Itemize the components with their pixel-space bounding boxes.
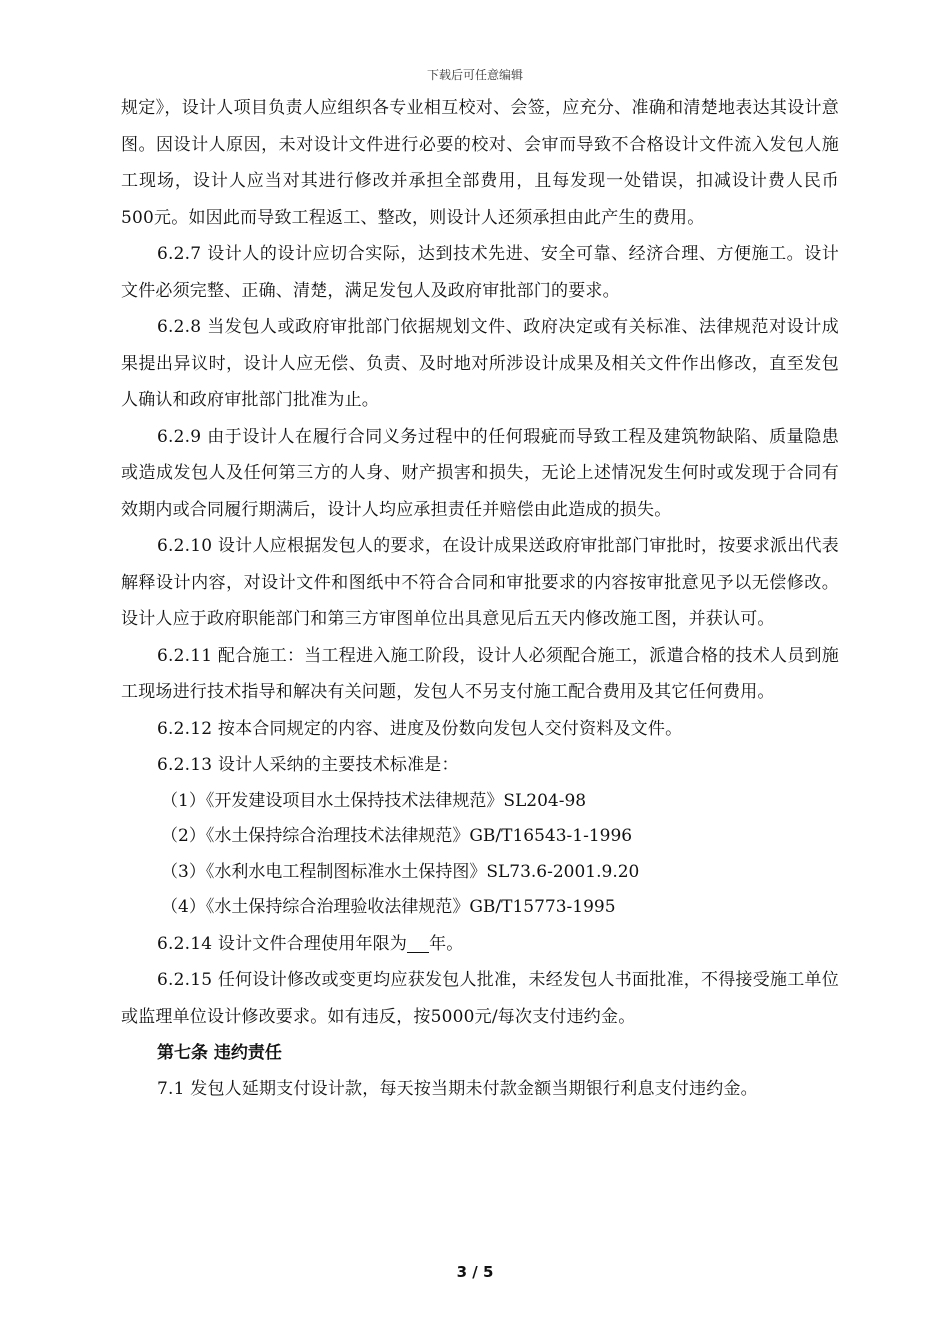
standard-item-1: （1）《开发建设项目水土保持技术法律规范》SL204-98 [161, 790, 587, 811]
page-number: 3 / 5 [456, 1263, 494, 1281]
clause-6-2-13: 6.2.13 设计人采纳的主要技术标准是： [157, 755, 459, 775]
article-7-heading: 第七条 违约责任 [157, 1043, 282, 1063]
clause-7-1: 7.1 发包人延期支付设计款，每天按当期未付款金额当期银行利息支付违约金。 [157, 1079, 758, 1099]
standard-item-4: （4）《水土保持综合治理验收法律规范》GB/T15773-1995 [161, 897, 616, 917]
clause-6-2-7: 6.2.7 设计人的设计应切合实际，达到技术先进、安全可靠、经济合理、方便施工。设计文件必须完整、正确、清楚，满足发包人及政府审批部门的要求。 [121, 244, 839, 301]
paragraph: 规定》，设计人项目负责人应组织各专业相互校对、会签，应充分、准确和清楚地表达其设计意图。因设计人原因，未对设计文件进行必要的校对、会审而导致不合格设计文件流入发包人施工现场，设计人应当对其进行修改并承担全部费用，且每发现一处错误，扣减设计费人民币500元。如因此而导致工程返工、整改，则设计人还须承担由此产生的费用。 [121, 98, 839, 228]
fill-in-blank [407, 935, 429, 953]
clause-6-2-15: 6.2.15 任何设计修改或变更均应获发包人批准，未经发包人书面批准，不得接受施工单位或监理单位设计修改要求。如有违反，按5000元/每次支付违约金。 [121, 970, 839, 1027]
clause-6-2-14-suffix: 年。 [429, 933, 464, 954]
clause-6-2-12: 6.2.12 按本合同规定的内容、进度及份数向发包人交付资料及文件。 [157, 718, 683, 739]
document-body [121, 90, 839, 1108]
page-header: 下载后可任意编辑 [426, 68, 523, 82]
clause-6-2-8: 6.2.8 当发包人或政府审批部门依据规划文件、政府决定或有关标准、法律规范对设计成果提出异议时，设计人应无偿、负责、及时地对所涉设计成果及相关文件作出修改，直至发包人确认和政府审批部门批准为止。 [121, 317, 839, 410]
standard-item-2: （2）《水土保持综合治理技术法律规范》GB/T16543-1-1996 [161, 826, 633, 846]
clause-6-2-9: 6.2.9 由于设计人在履行合同义务过程中的任何瑕疵而导致工程及建筑物缺陷、质量隐患或造成发包人及任何第三方的人身、财产损害和损失，无论上述情况发生何时或发现于合同有效期内或合同履行期满后，设计人均应承担责任并赔偿由此造成的损失。 [121, 426, 839, 520]
clause-6-2-10: 6.2.10 设计人应根据发包人的要求，在设计成果送政府审批部门审批时，按要求派出代表解释设计内容，对设计文件和图纸中不符合合同和审批要求的内容按审批意见予以无偿修改。设计人应于政府职能部门和第三方审图单位出具意见后五天内修改施工图，并获认可。 [121, 536, 839, 629]
clause-6-2-14-text: 6.2.14 设计文件合理使用年限为 [157, 933, 408, 954]
clause-6-2-11: 6.2.11 配合施工：当工程进入施工阶段，设计人必须配合施工，派遣合格的技术人员到施工现场进行技术指导和解决有关问题，发包人不另支付施工配合费用及其它任何费用。 [121, 645, 839, 702]
standard-item-3: （3）《水利水电工程制图标准水土保持图》SL73.6-2001.9.20 [161, 861, 640, 882]
clause-6-2-14 [121, 926, 839, 963]
